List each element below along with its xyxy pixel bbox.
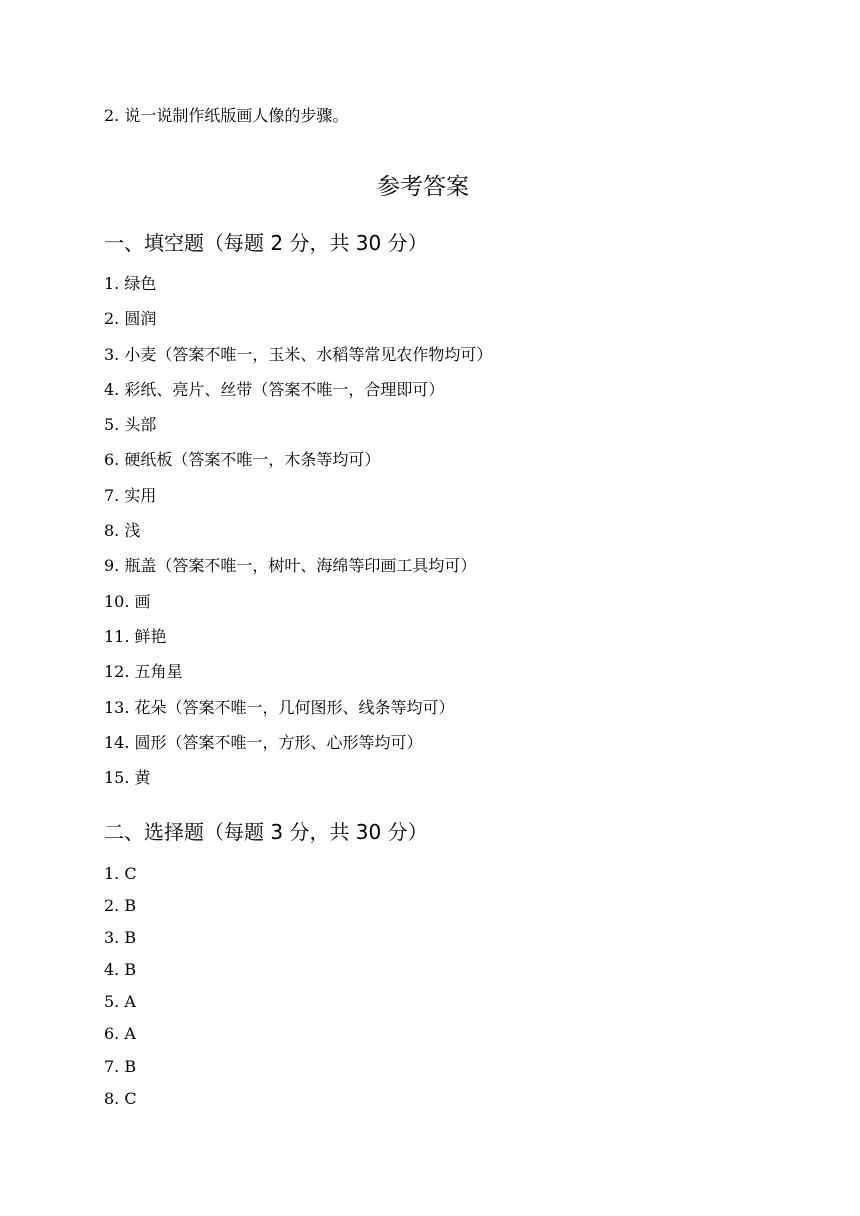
list-item: 3. 小麦（答案不唯一，玉米、水稻等常见农作物均可） — [104, 344, 493, 364]
multiple-choice-section-heading: 二、选择题（每题 3 分，共 30 分） — [104, 820, 428, 844]
multiple-choice-answer-list — [104, 862, 137, 1119]
list-item: 15. 黄 — [104, 768, 151, 788]
answer-key-title: 参考答案 — [377, 174, 469, 200]
list-item: 7. B — [104, 1056, 137, 1076]
list-item: 3. B — [104, 928, 137, 948]
list-item: 13. 花朵（答案不唯一，几何图形、线条等均可） — [104, 697, 455, 717]
question-text: 2. 说一说制作纸版画人像的步骤。 — [104, 106, 349, 125]
list-item: 11. 鲜艳 — [104, 626, 167, 646]
list-item: 8. C — [104, 1088, 137, 1108]
fill-in-answer-list — [104, 272, 492, 801]
list-item: 12. 五角星 — [104, 662, 183, 682]
list-item: 6. 硬纸板（答案不唯一，木条等均可） — [104, 450, 381, 470]
fill-in-section-heading: 一、填空题（每题 2 分，共 30 分） — [104, 231, 428, 255]
list-item: 1. C — [104, 864, 137, 883]
list-item: 2. B — [104, 896, 137, 916]
list-item: 10. 画 — [104, 591, 151, 611]
list-item: 2. 圆润 — [104, 309, 157, 329]
list-item: 1. 绿色 — [104, 274, 157, 293]
list-item: 4. B — [104, 960, 137, 980]
list-item: 8. 浅 — [104, 521, 141, 541]
list-item: 4. 彩纸、亮片、丝带（答案不唯一，合理即可） — [104, 379, 445, 399]
list-item: 5. 头部 — [104, 415, 157, 435]
list-item: 6. A — [104, 1024, 136, 1044]
list-item: 5. A — [104, 992, 136, 1012]
list-item: 14. 圆形（答案不唯一，方形、心形等均可） — [104, 732, 423, 752]
list-item: 7. 实用 — [104, 485, 157, 505]
list-item: 9. 瓶盖（答案不唯一，树叶、海绵等印画工具均可） — [104, 556, 477, 576]
